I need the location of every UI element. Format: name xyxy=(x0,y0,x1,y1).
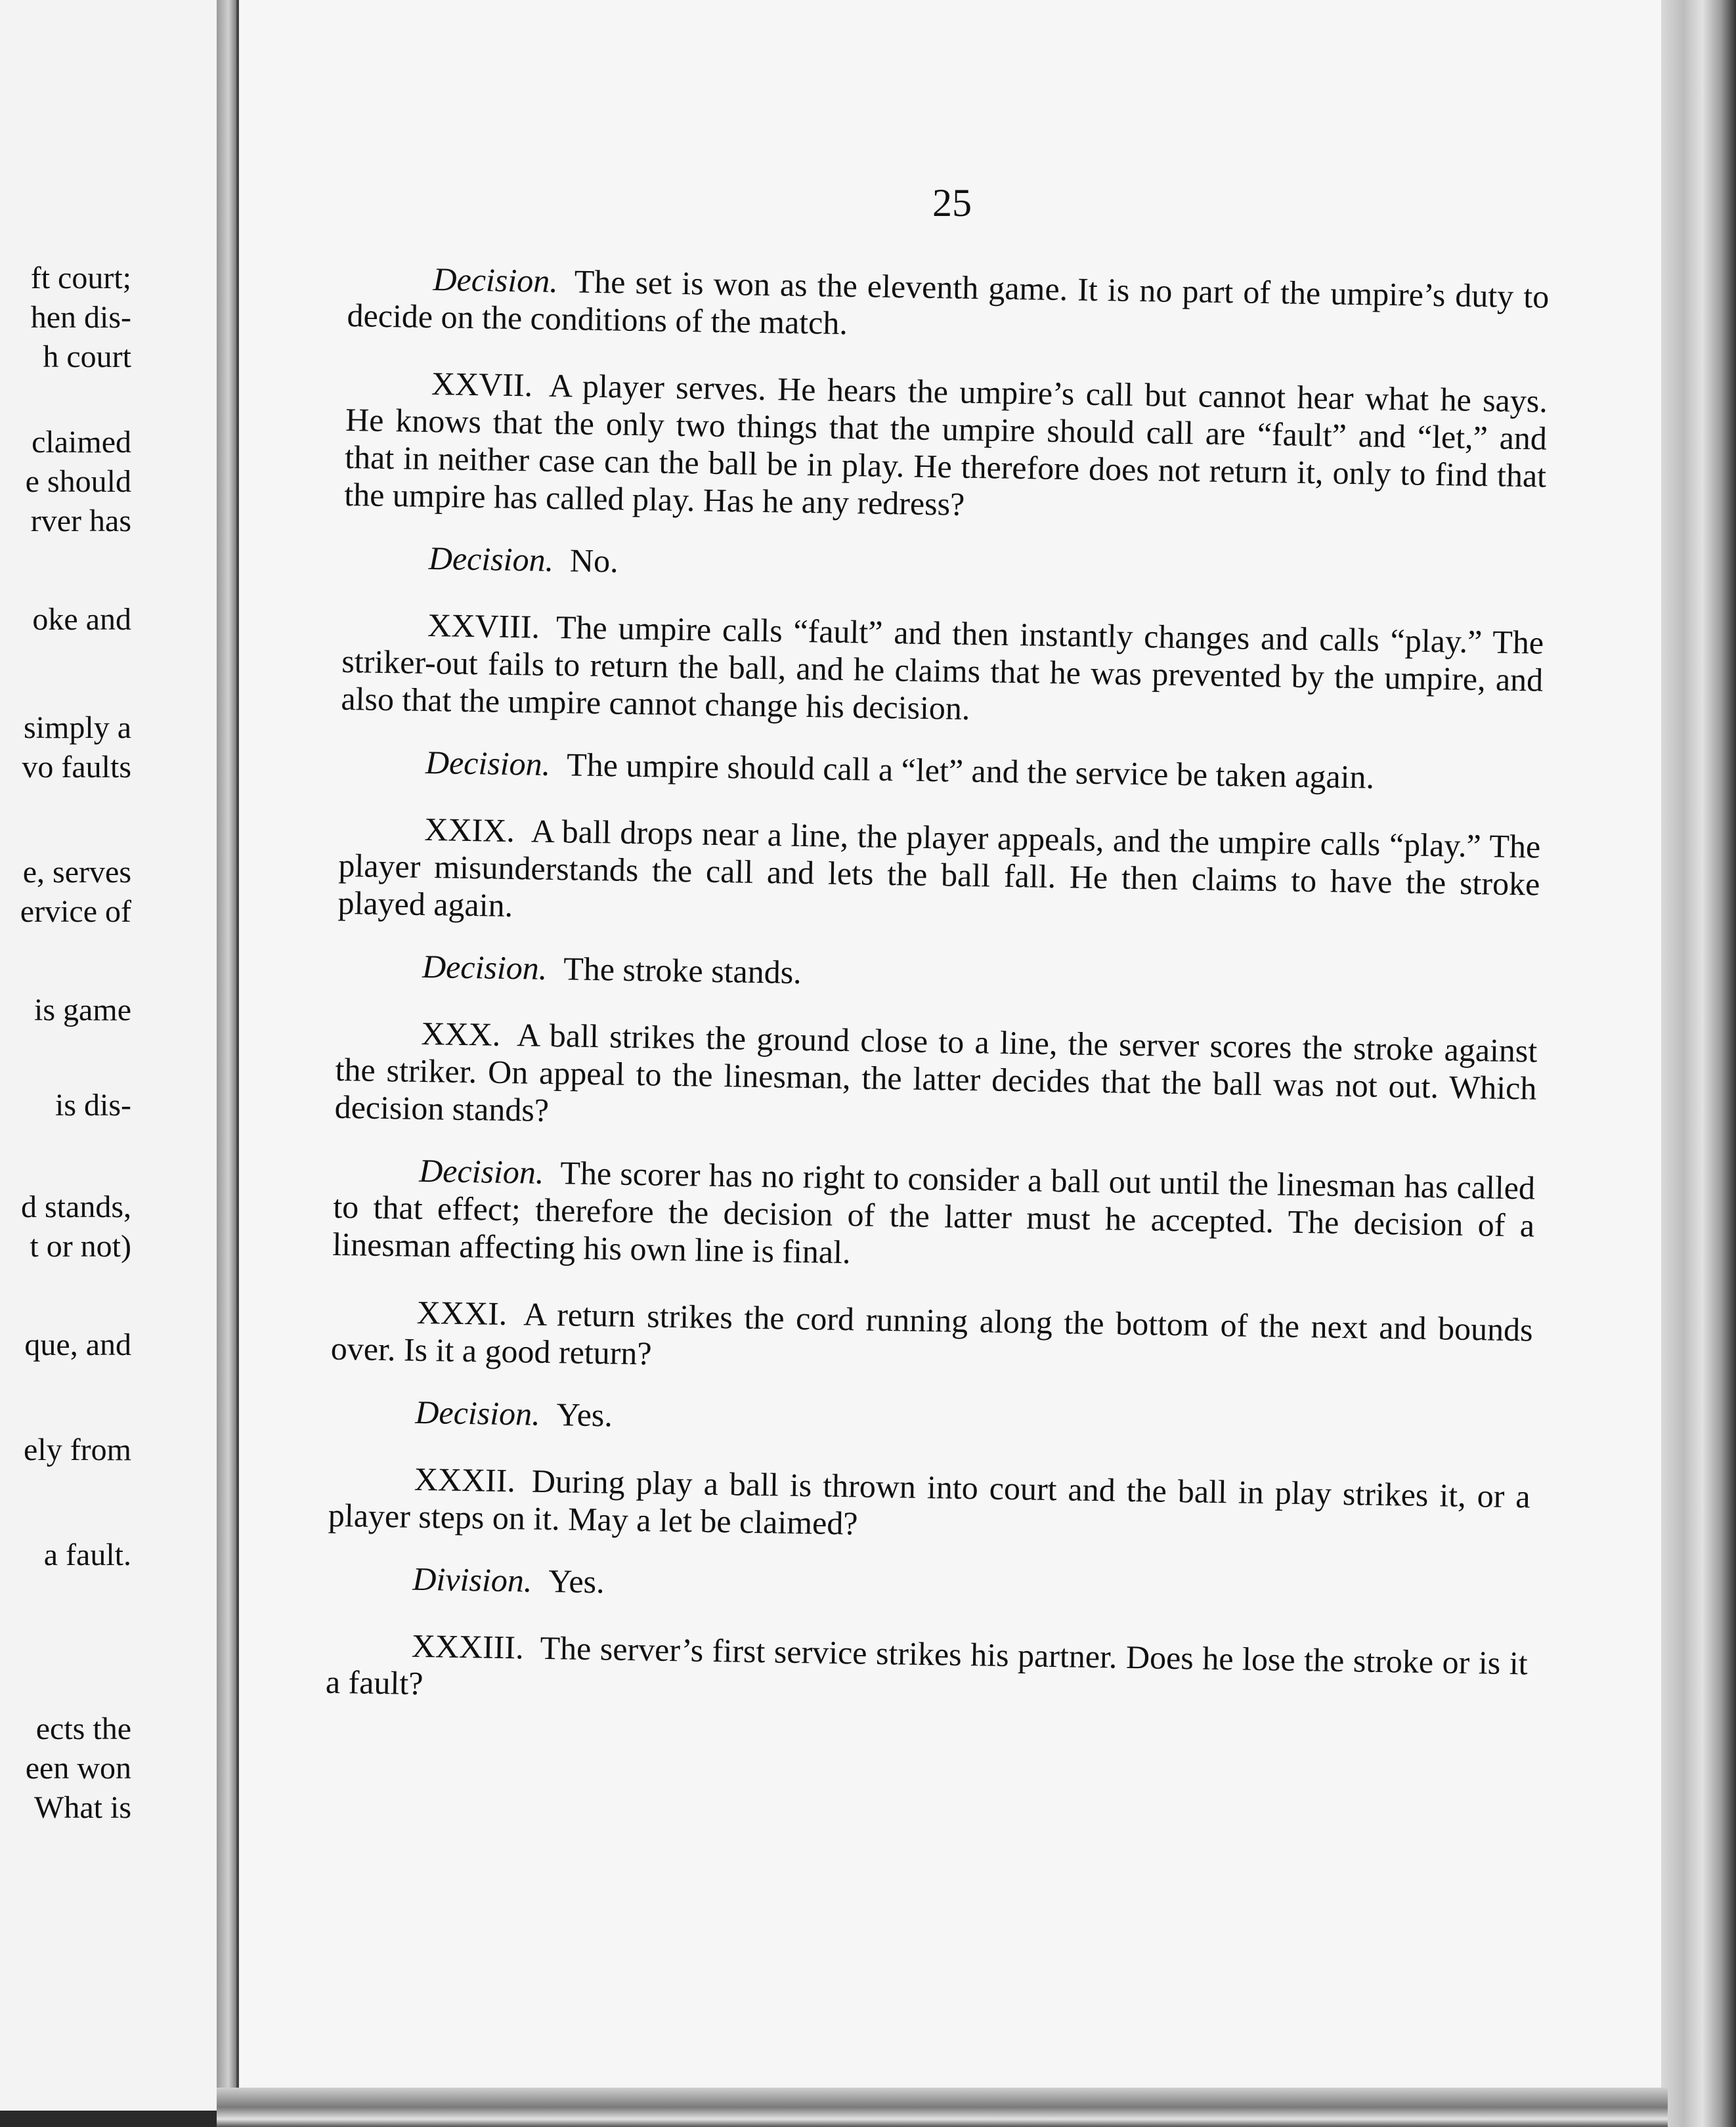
left-page-fragment: oke and xyxy=(32,602,131,637)
decision-label: Decision. xyxy=(425,743,551,783)
page-number: 25 xyxy=(932,181,972,225)
left-page-fragment: e, serves xyxy=(22,855,131,890)
question-text: During play a ball is thrown into court and the ball in play strikes it, or a player steps on it. May a let be claimed? xyxy=(328,1462,1531,1542)
decision-label: Decision. xyxy=(418,1151,544,1191)
question-text: The server’s first service strikes his partner. Does he lose the stroke or is it a fault? xyxy=(325,1629,1529,1702)
question-text: A return strikes the cord running along the bottom of the next and bounds over. Is it a good return? xyxy=(330,1295,1534,1372)
question-paragraph xyxy=(328,1459,1530,1553)
question-number: XXIX. xyxy=(423,810,515,849)
left-page-fragment: een won xyxy=(25,1751,131,1786)
left-page-fragment: e should xyxy=(25,464,131,499)
question-text: A ball strikes the ground close to a line, the server scores the stroke against the striker. On appeal to the linesman, the latter decides that the ball was not out. Which decision stands? xyxy=(334,1016,1538,1128)
page-text xyxy=(326,259,1550,1719)
left-page-fragment: ely from xyxy=(24,1432,131,1467)
left-page-fragment: ects the xyxy=(35,1711,131,1746)
question-text: A player serves. He hears the umpire’s call but cannot hear what he says. He knows that the only two things that the umpire should call are “fault” and “let,” and that in neither case can the ball be in play. He therefore does not return it, only to find that the umpire has called play. Has he any redress? xyxy=(343,366,1548,523)
left-page-fragment: que, and xyxy=(24,1327,131,1362)
left-page-fragment: is dis- xyxy=(54,1088,131,1123)
decision-label: Decision. xyxy=(428,539,554,578)
question-paragraph xyxy=(337,809,1540,941)
question-paragraph xyxy=(334,1014,1537,1145)
question-text: A ball drops near a line, the player appeals, and the umpire calls “play.” The player misunderstands the call and lets the ball fall. He then claims to have the stroke played again. xyxy=(337,812,1541,924)
question-number: XXVIII. xyxy=(427,606,540,645)
left-page-fragment: t or not) xyxy=(30,1229,131,1264)
decision-text: The stroke stands. xyxy=(563,950,802,991)
question-number: XXXIII. xyxy=(411,1627,525,1666)
left-page-fragment: simply a xyxy=(24,710,131,745)
question-number: XXX. xyxy=(421,1014,501,1053)
left-page-fragment: hen dis- xyxy=(30,300,131,335)
left-page-fragment: is game xyxy=(34,993,131,1027)
question-text: The umpire calls “fault” and then instantly changes and calls “play.” The striker-out fails to return the ball, and he claims that he was prevented by the umpire, and also that the umpire cannot change his decision. xyxy=(341,609,1544,727)
left-facing-page xyxy=(0,0,217,2111)
left-page-fragment: claimed xyxy=(32,425,131,460)
decision-paragraph xyxy=(327,1559,1529,1616)
left-page-fragment: vo faults xyxy=(22,750,131,784)
left-page-fragment: a fault. xyxy=(43,1537,131,1572)
decision-text: Yes. xyxy=(548,1562,605,1601)
decision-text: The set is won as the eleventh game. It is no part of the umpire’s duty to decide on the conditions of the match. xyxy=(347,263,1550,341)
page-edge xyxy=(1661,0,1736,2127)
left-page-fragment: ft court; xyxy=(30,261,131,295)
question-number: XXVII. xyxy=(431,365,533,404)
decision-paragraph xyxy=(330,1392,1532,1449)
decision-label: Decision. xyxy=(422,947,548,987)
left-page-fragment: rver has xyxy=(30,504,131,538)
decision-text: No. xyxy=(569,542,619,580)
decision-text: Yes. xyxy=(556,1396,613,1434)
question-number: XXXI. xyxy=(416,1293,508,1333)
question-number: XXXII. xyxy=(414,1460,516,1499)
decision-paragraph xyxy=(340,742,1542,799)
bottom-page-edge xyxy=(217,2088,1668,2127)
decision-label: Decision. xyxy=(433,261,559,300)
question-paragraph xyxy=(344,364,1548,532)
decision-label: Decision. xyxy=(414,1393,541,1432)
question-paragraph xyxy=(341,605,1544,737)
decision-paragraph xyxy=(332,1151,1535,1282)
left-page-fragment: h court xyxy=(43,339,131,374)
left-page-fragment: What is xyxy=(34,1790,131,1825)
decision-label: Division. xyxy=(412,1560,532,1599)
left-page-fragment: ervice of xyxy=(20,894,131,929)
decision-text: The umpire should call a “let” and the service be taken again. xyxy=(566,746,1375,796)
decision-paragraph xyxy=(337,947,1539,1003)
question-paragraph xyxy=(330,1293,1533,1386)
left-page-fragment: d stands, xyxy=(21,1190,131,1224)
decision-paragraph xyxy=(343,538,1545,595)
decision-text: The scorer has no right to consider a ball out until the linesman has called to that effect; therefore the decision of the latter must he accepted. The decision of a linesman affecting his own line is final. xyxy=(332,1154,1536,1271)
